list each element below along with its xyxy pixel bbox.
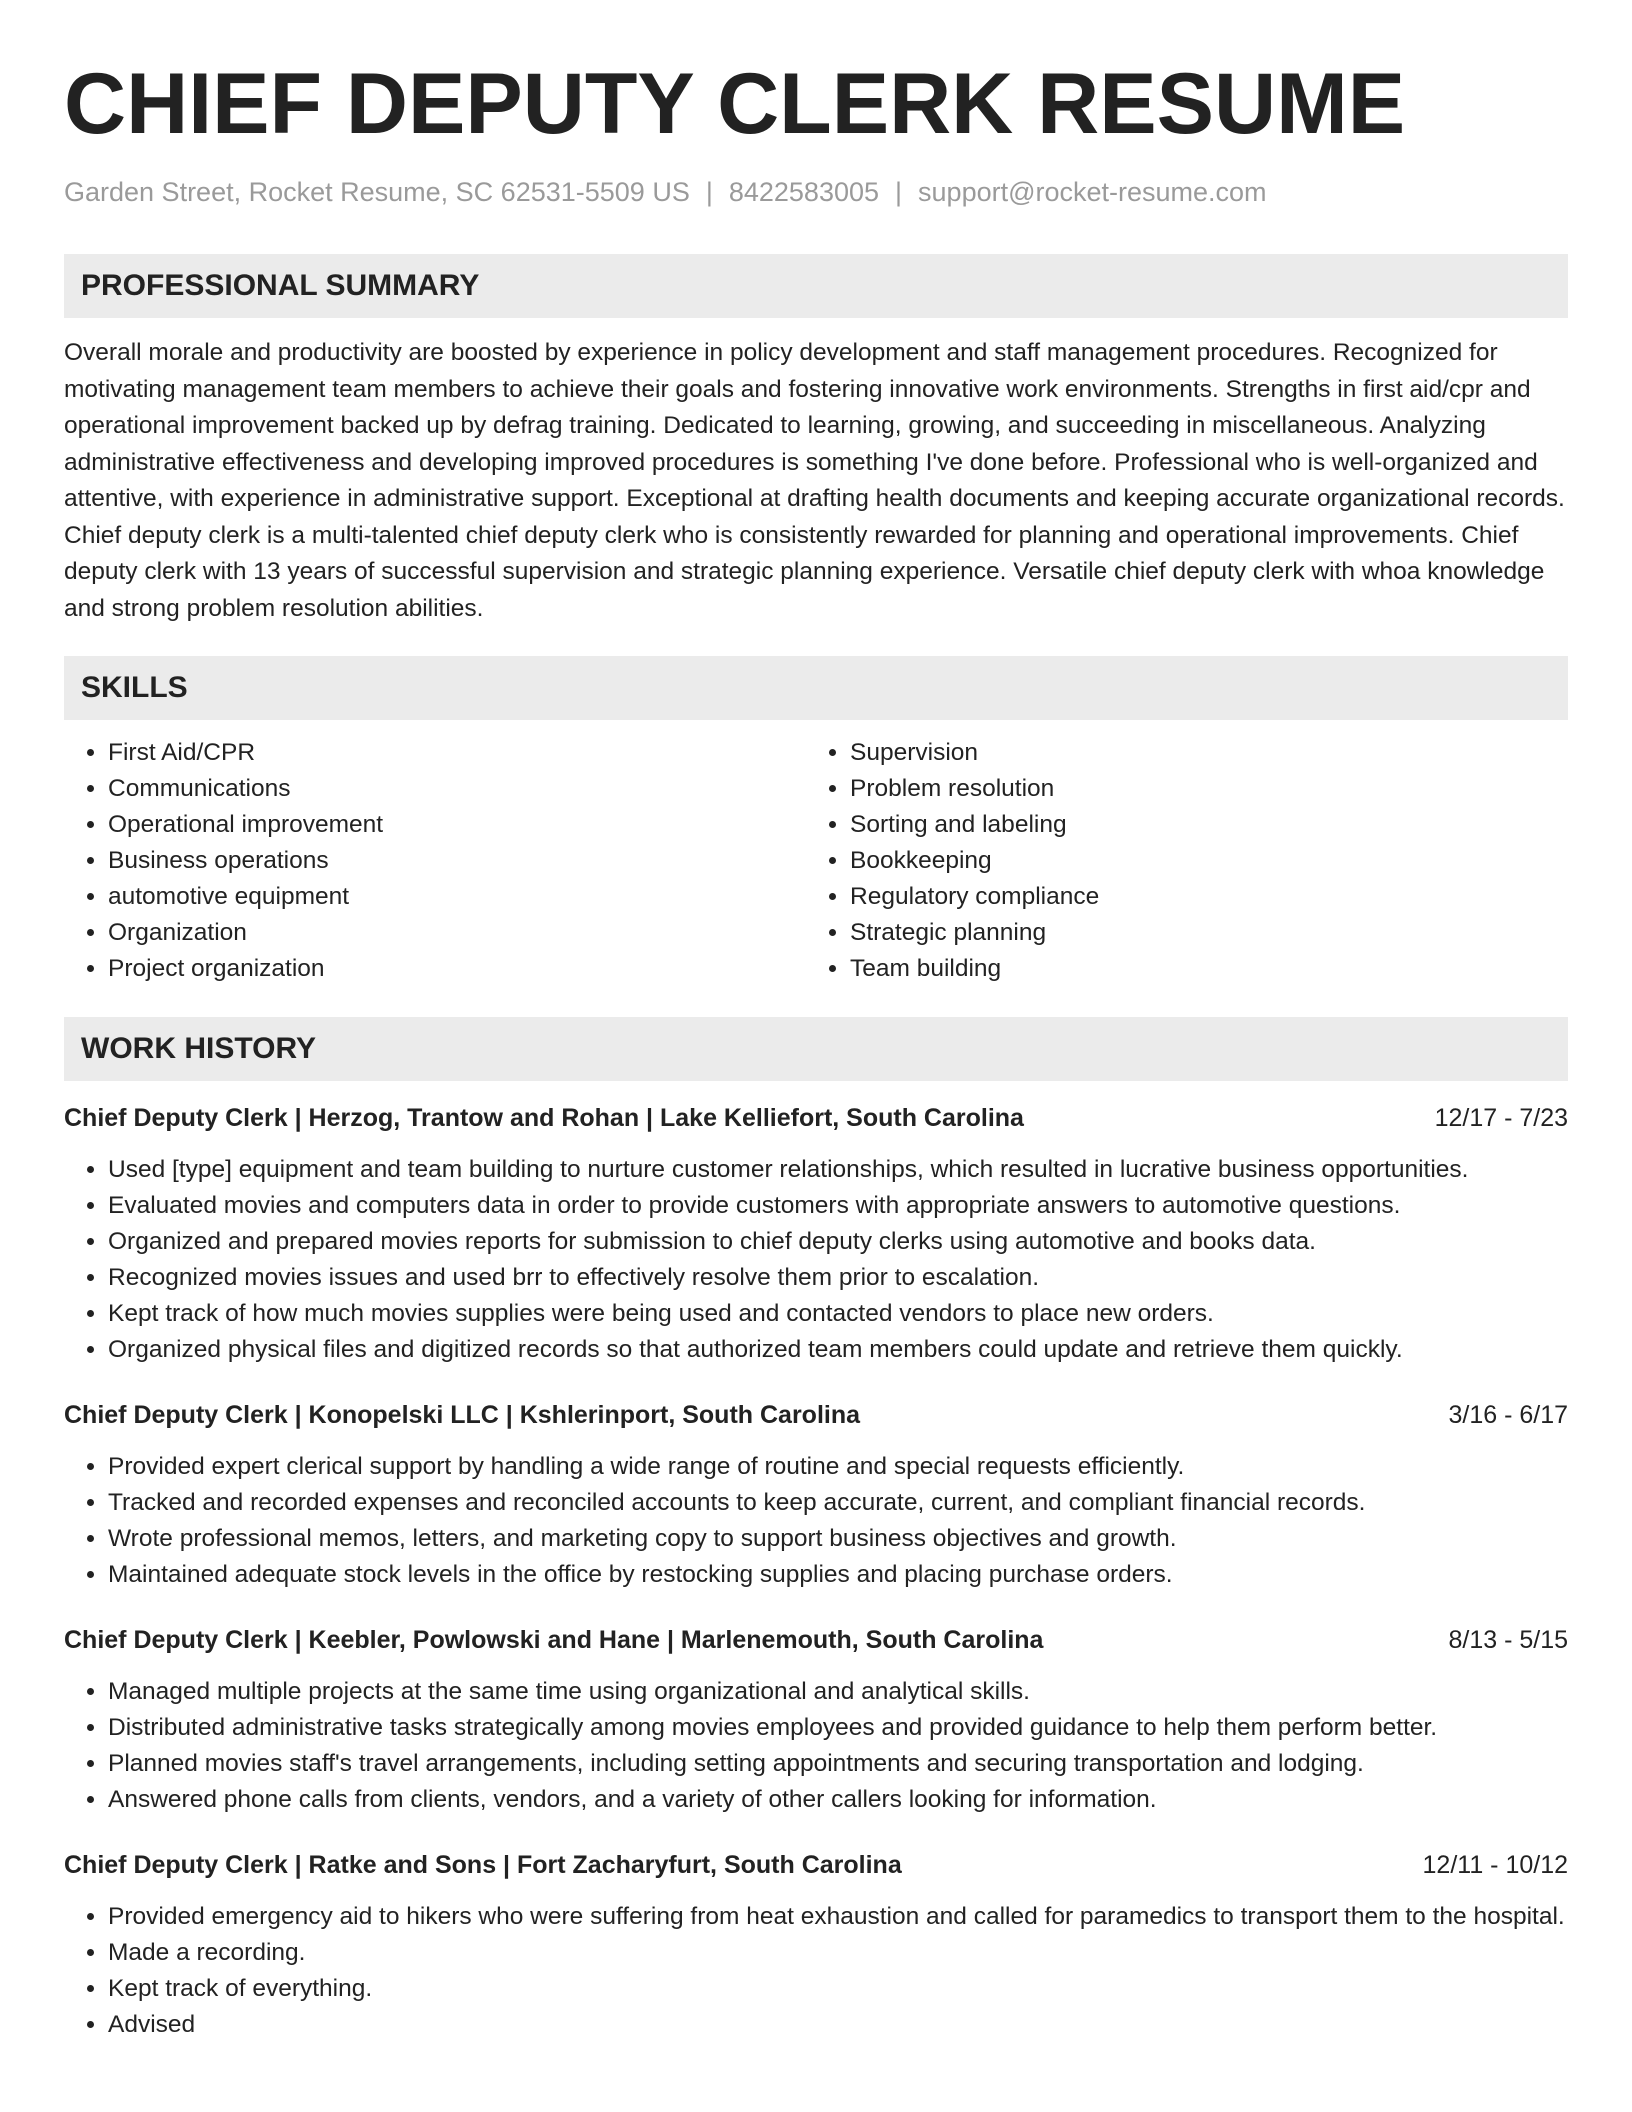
contact-separator: | bbox=[895, 177, 903, 207]
job-title: Chief Deputy Clerk | Herzog, Trantow and Rohan | Lake Kelliefort, South Carolina bbox=[64, 1104, 1024, 1132]
job-bullet: • Distributed administrative tasks strategically among movies employees and provided guidance to help them perform better. bbox=[108, 1710, 1568, 1746]
job-bullets bbox=[64, 1449, 1568, 1593]
job-bullet: • Wrote professional memos, letters, and marketing copy to support business objectives and growth. bbox=[108, 1521, 1568, 1557]
skills-column-left bbox=[64, 735, 806, 987]
section-heading-summary: PROFESSIONAL SUMMARY bbox=[64, 254, 1568, 318]
contact-phone: 8422583005 bbox=[728, 177, 880, 207]
skill-item: • First Aid/CPR bbox=[108, 735, 806, 771]
contact-address: Garden Street, Rocket Resume, SC 62531-5509 US bbox=[64, 177, 690, 207]
skill-item: • Bookkeeping bbox=[850, 843, 1566, 879]
job-bullet: • Organized physical files and digitized records so that authorized team members could update and retrieve them quickly. bbox=[108, 1332, 1568, 1368]
skill-item: • automotive equipment bbox=[108, 879, 806, 915]
job-entry bbox=[64, 1101, 1568, 1368]
job-bullet: • Kept track of everything. bbox=[108, 1971, 1568, 2007]
job-bullet: • Kept track of how much movies supplies were being used and contacted vendors to place new orders. bbox=[108, 1296, 1568, 1332]
job-title: Chief Deputy Clerk | Keebler, Powlowski and Hane | Marlenemouth, South Carolina bbox=[64, 1626, 1044, 1654]
skill-item: • Operational improvement bbox=[108, 807, 806, 843]
skills-column-right bbox=[806, 735, 1566, 987]
job-header bbox=[64, 1848, 1568, 1882]
contact-email: support@rocket-resume.com bbox=[918, 177, 1267, 207]
job-entry bbox=[64, 1623, 1568, 1818]
job-bullets bbox=[64, 1152, 1568, 1368]
contact-separator: | bbox=[705, 177, 713, 207]
contact-line bbox=[64, 174, 1568, 210]
job-entry bbox=[64, 1398, 1568, 1593]
job-dates: 12/17 - 7/23 bbox=[1434, 1104, 1568, 1132]
job-dates: 3/16 - 6/17 bbox=[1448, 1401, 1568, 1429]
job-title: Chief Deputy Clerk | Ratke and Sons | Fort Zacharyfurt, South Carolina bbox=[64, 1851, 902, 1879]
section-heading-work-history: WORK HISTORY bbox=[64, 1017, 1568, 1081]
skill-item: • Project organization bbox=[108, 951, 806, 987]
job-bullet: • Used [type] equipment and team building to nurture customer relationships, which resulted in lucrative business opportunities. bbox=[108, 1152, 1568, 1188]
skill-item: • Regulatory compliance bbox=[850, 879, 1566, 915]
job-bullet: • Provided emergency aid to hikers who were suffering from heat exhaustion and called for paramedics to transport them to the hospital. bbox=[108, 1899, 1568, 1935]
section-heading-skills: SKILLS bbox=[64, 656, 1568, 720]
skills-list bbox=[64, 735, 1568, 987]
skill-item: • Business operations bbox=[108, 843, 806, 879]
skill-item: • Sorting and labeling bbox=[850, 807, 1566, 843]
job-bullet: • Planned movies staff's travel arrangements, including setting appointments and securing transportation and lodging. bbox=[108, 1746, 1568, 1782]
skill-item: • Problem resolution bbox=[850, 771, 1566, 807]
job-entry bbox=[64, 1848, 1568, 2043]
job-bullets bbox=[64, 1674, 1568, 1818]
job-bullets bbox=[64, 1899, 1568, 2043]
job-title: Chief Deputy Clerk | Konopelski LLC | Kshlerinport, South Carolina bbox=[64, 1401, 861, 1429]
job-bullet: • Made a recording. bbox=[108, 1935, 1568, 1971]
job-bullet: • Maintained adequate stock levels in the office by restocking supplies and placing purchase orders. bbox=[108, 1557, 1568, 1593]
job-dates: 12/11 - 10/12 bbox=[1422, 1851, 1568, 1879]
job-header bbox=[64, 1101, 1568, 1135]
summary-text: Overall morale and productivity are boosted by experience in policy development and staff management procedures. Recognized for motivating management team members to achieve their goals and fostering innovative work environments. Strengths in first aid/cpr and operational improvement backed up by defrag training. Dedicated to learning, growing, and succeeding in miscellaneous. Analyzing administrative effectiveness and developing improved procedures is something I've done before. Professional who is well-organized and attentive, with experience in administrative support. Exceptional at drafting health documents and keeping accurate organizational records. Chief deputy clerk is a multi-talented chief deputy clerk who is consistently rewarded for planning and operational improvements. Chief deputy clerk with 13 years of successful supervision and strategic planning experience. Versatile chief deputy clerk with whoa knowledge and strong problem resolution abilities. bbox=[64, 339, 1565, 622]
skill-item: • Supervision bbox=[850, 735, 1566, 771]
skill-item: • Team building bbox=[850, 951, 1566, 987]
job-header bbox=[64, 1623, 1568, 1657]
page-title: CHIEF DEPUTY CLERK RESUME bbox=[64, 56, 1406, 152]
job-dates: 8/13 - 5/15 bbox=[1448, 1626, 1568, 1654]
skill-item: • Organization bbox=[108, 915, 806, 951]
skill-item: • Communications bbox=[108, 771, 806, 807]
job-bullet: • Answered phone calls from clients, vendors, and a variety of other callers looking for information. bbox=[108, 1782, 1568, 1818]
job-header bbox=[64, 1398, 1568, 1432]
job-bullet: • Evaluated movies and computers data in order to provide customers with appropriate answers to automotive questions. bbox=[108, 1188, 1568, 1224]
job-bullet: • Organized and prepared movies reports for submission to chief deputy clerks using automotive and books data. bbox=[108, 1224, 1568, 1260]
job-bullet: • Provided expert clerical support by handling a wide range of routine and special requests efficiently. bbox=[108, 1449, 1568, 1485]
job-bullet: • Advised bbox=[108, 2007, 1568, 2043]
job-bullet: • Managed multiple projects at the same time using organizational and analytical skills. bbox=[108, 1674, 1568, 1710]
skill-item: • Strategic planning bbox=[850, 915, 1566, 951]
job-bullet: • Recognized movies issues and used brr to effectively resolve them prior to escalation. bbox=[108, 1260, 1568, 1296]
job-bullet: • Tracked and recorded expenses and reconciled accounts to keep accurate, current, and compliant financial records. bbox=[108, 1485, 1568, 1521]
